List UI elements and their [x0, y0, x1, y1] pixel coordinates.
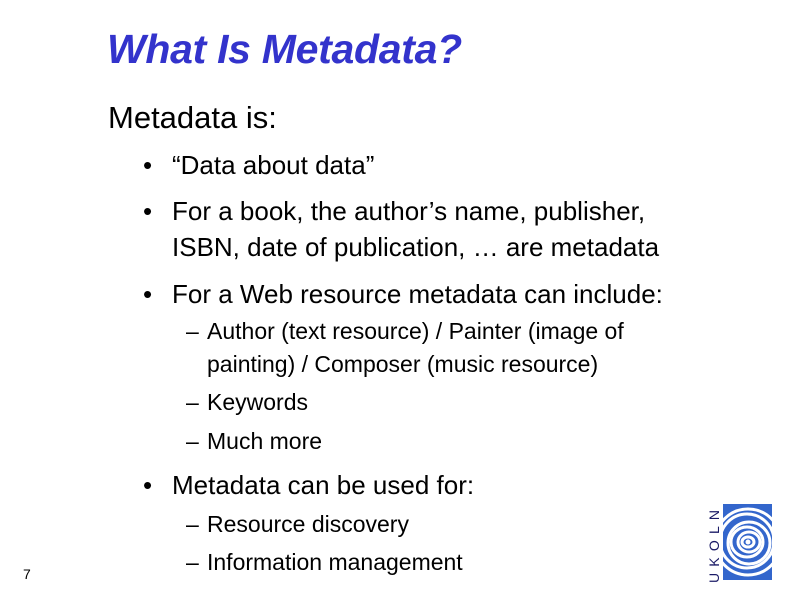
sub-bullet-marker: – [186, 511, 199, 537]
sub-bullet-marker: – [186, 549, 199, 575]
sub-bullet-text: Information management [207, 549, 463, 575]
page-number: 7 [23, 566, 31, 582]
sub-bullet-text: Much more [207, 428, 323, 454]
bullet-marker: • [143, 470, 153, 500]
lead-text: Metadata is: [108, 100, 277, 135]
bullet-marker: • [143, 279, 153, 309]
bullet-text: “Data about data” [172, 150, 375, 180]
bullet-marker: • [143, 150, 153, 180]
ukoln-logo-icon [723, 504, 772, 580]
sub-bullet-text: Keywords [207, 389, 308, 415]
sub-bullet-text: painting) / Composer (music resource) [207, 351, 599, 377]
bullet-text: ISBN, date of publication, … are metadata [172, 232, 660, 262]
slide-title: What Is Metadata? [107, 26, 462, 72]
sub-bullet-text: Resource discovery [207, 511, 409, 537]
bullet-marker: • [143, 196, 153, 226]
bullet-text: Metadata can be used for: [172, 470, 475, 500]
bullet-text: For a book, the author’s name, publisher, [172, 196, 646, 226]
sub-bullet-marker: – [186, 428, 199, 454]
ukoln-wordmark: UKOLN [706, 503, 722, 583]
sub-bullet-text: Author (text resource) / Painter (image of [207, 318, 624, 344]
sub-bullet-marker: – [186, 318, 199, 344]
bullet-text: For a Web resource metadata can include: [172, 279, 663, 309]
sub-bullet-marker: – [186, 389, 199, 415]
